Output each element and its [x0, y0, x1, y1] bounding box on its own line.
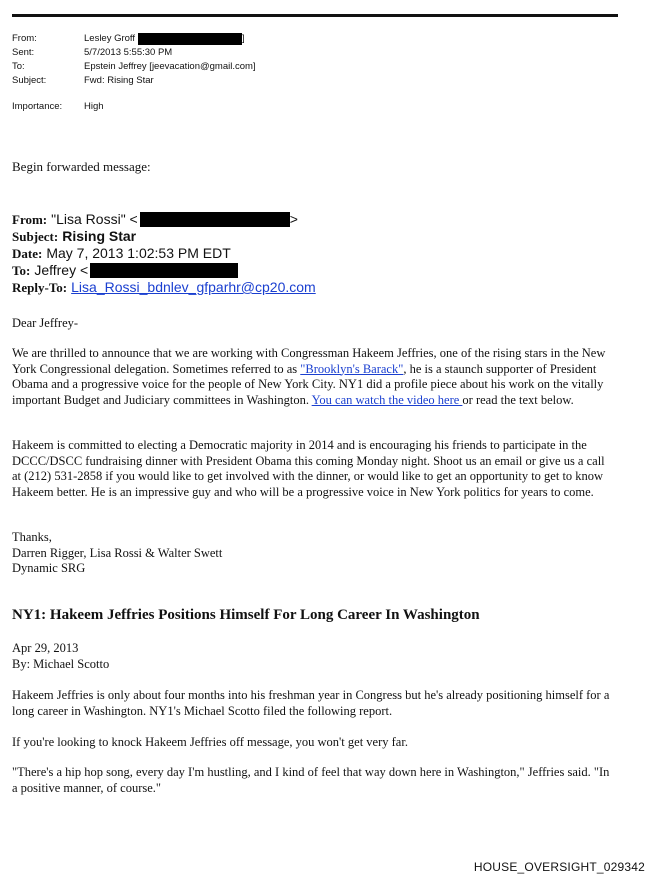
letter-p1-text-a: We are thrilled to announce that we are working with Congressman Hakeem Jeffries, one of the rising stars in the New York Congressional delegation. Sometimes referred to as: [12, 346, 606, 376]
header-importance-row: [12, 100, 256, 114]
fwd-to-row: [12, 262, 316, 279]
header-subject-value: Fwd: Rising Star: [84, 75, 154, 86]
header-to-label: To:: [12, 61, 25, 72]
article-paragraph-3: "There's a hip hop song, every day I'm hustling, and I kind of feel that way down here in Washington," Jeffries said. "In a positive manner, of course.": [12, 765, 610, 795]
email-header: [12, 32, 256, 114]
fwd-from-close: >: [289, 211, 298, 227]
fwd-to-label: To:: [12, 263, 31, 278]
header-from-label: From:: [12, 33, 37, 44]
article-date: Apr 29, 2013: [12, 641, 79, 655]
article-byline: By: Michael Scotto: [12, 656, 110, 671]
fwd-replyto-label: Reply-To:: [12, 280, 68, 295]
fwd-from-row: [12, 211, 316, 228]
fwd-from-value: "Lisa Rossi" <: [51, 211, 138, 227]
bates-number: HOUSE_OVERSIGHT_029342: [473, 860, 645, 874]
fwd-subject-label: Subject:: [12, 229, 59, 244]
fwd-from-label: From:: [12, 212, 48, 227]
greeting: Dear Jeffrey-: [12, 316, 79, 330]
watch-video-link[interactable]: You can watch the video here: [311, 392, 463, 407]
header-to-value: Epstein Jeffrey [jeevacation@gmail.com]: [84, 61, 256, 72]
letter-p1-text-b: , he is a staunch supporter of President Obama and a progressive voice for the people of New York City. NY1 did a profile piece about his work on the vitally important Budget and Judiciary committees in Washington.: [12, 361, 604, 407]
header-importance-value: High: [84, 101, 104, 112]
article-title: NY1: Hakeem Jeffries Positions Himself For Long Career In Washington: [12, 607, 480, 623]
fwd-subject-value: Rising Star: [62, 228, 137, 244]
reply-to-email-link[interactable]: Lisa_Rossi_bdnlev_gfparhr@cp20.com: [71, 279, 316, 295]
letter-paragraph-1: [12, 346, 612, 408]
forwarded-header: [12, 211, 316, 296]
brooklyns-barack-link[interactable]: "Brooklyn's Barack": [300, 361, 404, 376]
fwd-replyto-row: [12, 279, 316, 296]
fwd-date-row: [12, 245, 316, 262]
header-from-close: ]: [242, 33, 245, 44]
article-paragraph-2: If you're looking to knock Hakeem Jeffries off message, you won't get very far.: [12, 735, 408, 749]
header-subject-row: [12, 74, 256, 88]
header-from-row: [12, 32, 256, 46]
header-from-value: Lesley Groff: [84, 33, 136, 44]
fwd-date-value: May 7, 2013 1:02:53 PM EDT: [46, 245, 231, 261]
header-sent-value: 5/7/2013 5:55:30 PM: [84, 47, 173, 58]
header-importance-label: Importance:: [12, 101, 63, 112]
letter-paragraph-2: Hakeem is committed to electing a Democratic majority in 2014 and is encouraging his friends to participate in the DCCC/DSCC fundraising dinner with President Obama this coming Monday night. Shoot us an email or give us a call at (212) 531-2858 if you would like to get involved with the dinner, or would like to get an opportunity to get to know Hakeem better. He is an impressive guy and who will be a progressive voice in New York politics for years to come.: [12, 438, 605, 499]
top-rule: [12, 14, 618, 17]
article-paragraph-1: Hakeem Jeffries is only about four months into his freshman year in Congress but he's already positioning himself for a long career in Washington. NY1's Michael Scotto filed the following report.: [12, 688, 610, 718]
header-to-row: [12, 60, 256, 74]
header-sent-label: Sent:: [12, 47, 35, 58]
fwd-to-value: Jeffrey <: [34, 262, 89, 278]
letter-p1-text-c: or read the text below.: [462, 392, 574, 407]
redaction-bar: [140, 212, 290, 227]
header-subject-label: Subject:: [12, 75, 47, 86]
header-sent-row: [12, 46, 256, 60]
signature-thanks: Thanks,: [12, 530, 52, 544]
redaction-bar: [90, 263, 238, 278]
begin-forwarded-text: Begin forwarded message:: [12, 159, 151, 174]
fwd-date-label: Date:: [12, 246, 43, 261]
signature: [12, 530, 612, 577]
fwd-subject-row: [12, 228, 316, 245]
article-meta: [12, 641, 612, 672]
signature-names: Darren Rigger, Lisa Rossi & Walter Swett: [12, 545, 223, 560]
signature-org: Dynamic SRG: [12, 561, 86, 575]
redaction-bar: [138, 33, 242, 45]
